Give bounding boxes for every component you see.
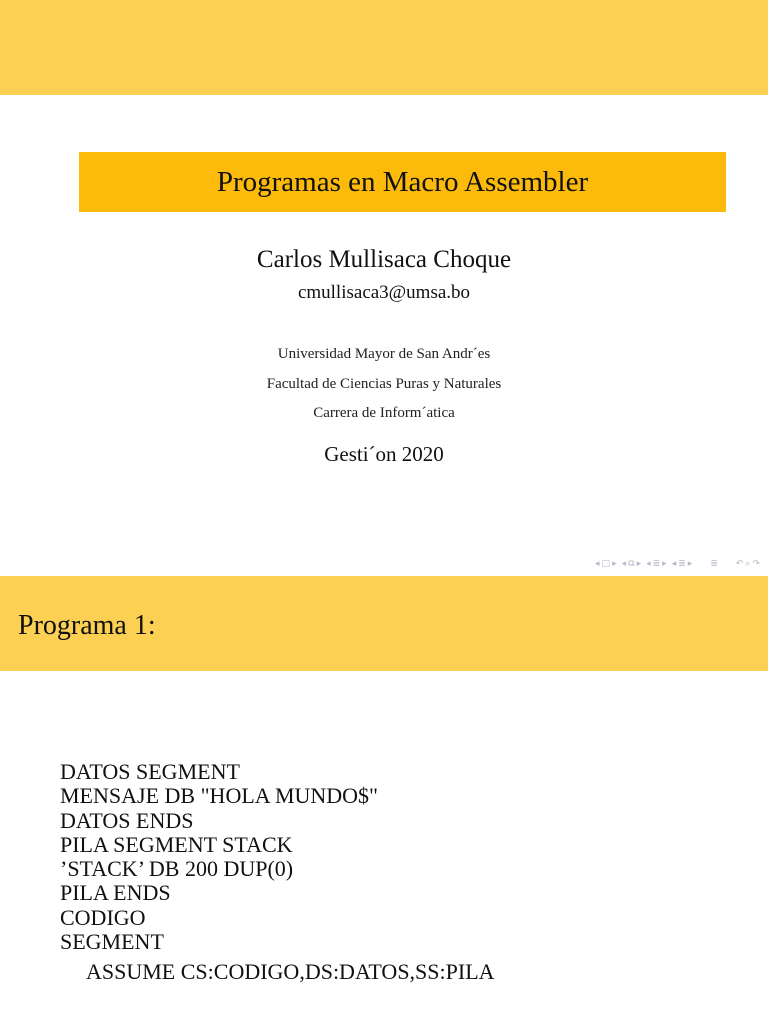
nav-right-arrow-icon[interactable]: ▸ — [687, 559, 693, 569]
frame-title-bar — [0, 576, 768, 671]
beamer-navigation-bar — [595, 557, 760, 571]
presentation-title-box — [79, 152, 726, 212]
nav-frame-icon[interactable]: □ — [601, 559, 611, 569]
presentation-date: Gesti´on 2020 — [324, 442, 444, 466]
nav-subsubsection-icon[interactable]: ≣ — [678, 559, 686, 569]
code-line-indented: ASSUME CS:CODIGO,DS:DATOS,SS:PILA — [86, 959, 495, 985]
nav-subsection-icon[interactable]: ⧉ — [628, 559, 635, 569]
code-line: DATOS SEGMENT — [60, 759, 240, 784]
code-block — [60, 760, 495, 985]
nav-redo-icon[interactable]: ↷ — [752, 559, 760, 569]
nav-left-arrow-icon[interactable]: ◂ — [621, 559, 627, 569]
institution-university: Universidad Mayor de San Andr´es — [277, 346, 491, 362]
nav-left-arrow-icon[interactable]: ◂ — [646, 559, 651, 569]
code-line: PILA SEGMENT STACK — [60, 831, 293, 857]
code-line: SEGMENT — [60, 929, 164, 955]
institution-career: Carrera de Inform´atica — [313, 405, 455, 421]
code-line: PILA ENDS — [60, 880, 171, 906]
code-line: ’STACK’ DB 200 DUP(0) — [60, 856, 294, 882]
presentation-title: Programas en Macro Assembler — [216, 165, 589, 198]
code-line: DATOS ENDS — [60, 807, 194, 833]
header-bar — [0, 0, 768, 95]
nav-frame-group[interactable] — [595, 559, 617, 569]
program-slide — [0, 576, 768, 1024]
nav-right-arrow-icon[interactable]: ▸ — [662, 559, 667, 569]
nav-outline-icon[interactable]: ≣ — [710, 559, 718, 569]
nav-right-arrow-icon[interactable]: ▸ — [612, 559, 617, 569]
nav-search-group[interactable] — [736, 559, 760, 569]
nav-subsection-group[interactable] — [622, 559, 642, 569]
nav-left-arrow-icon[interactable]: ◂ — [671, 559, 677, 569]
code-line: MENSAJE DB "HOLA MUNDO$" — [60, 783, 379, 809]
frame-title: Programa 1: — [18, 610, 156, 641]
nav-undo-icon[interactable]: ↶ — [735, 559, 744, 569]
author-email: cmullisaca3@umsa.bo — [297, 282, 471, 303]
author-name: Carlos Mullisaca Choque — [256, 246, 512, 273]
nav-section-icon[interactable]: ≣ — [652, 559, 661, 569]
institution-faculty: Facultad de Ciencias Puras y Naturales — [266, 376, 502, 392]
nav-subsubsection-group[interactable] — [672, 559, 693, 569]
nav-left-arrow-icon[interactable]: ◂ — [595, 559, 600, 569]
nav-right-arrow-icon[interactable]: ▸ — [636, 559, 642, 569]
code-line: CODIGO — [60, 904, 146, 930]
nav-section-group[interactable] — [646, 559, 667, 569]
nav-search-icon[interactable]: ⌕ — [745, 559, 751, 569]
